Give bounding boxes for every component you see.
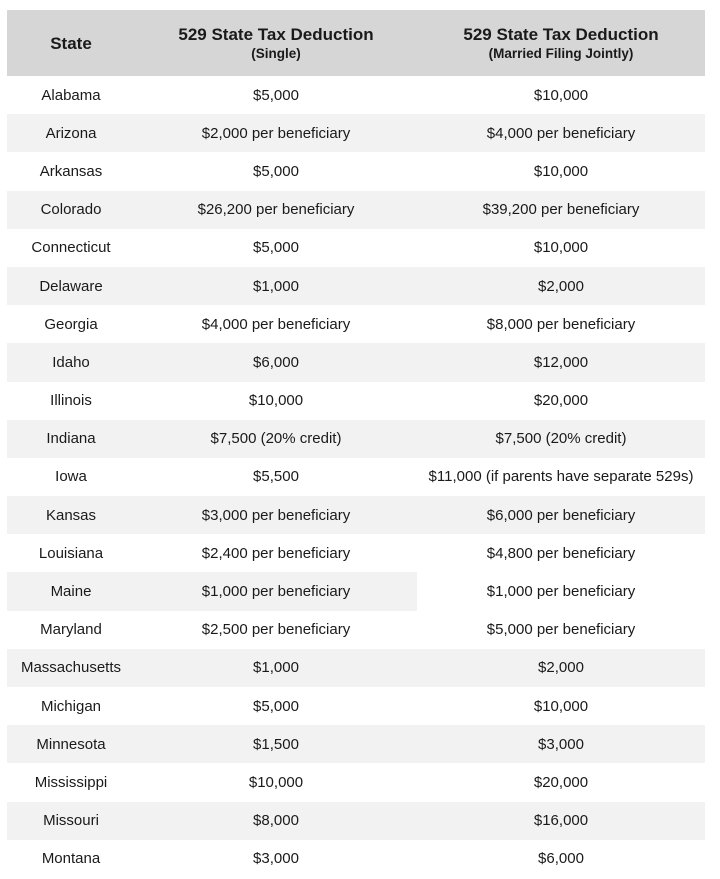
state-cell: Illinois xyxy=(50,392,92,410)
married-cell: $4,000 per beneficiary xyxy=(417,114,705,152)
single-cell: $10,000 xyxy=(248,392,304,410)
state-cell: Missouri xyxy=(7,802,135,840)
single-cell: $26,200 per beneficiary xyxy=(135,191,417,229)
state-cell: Kansas xyxy=(7,496,135,534)
married-cell: $11,000 (if parents have separate 529s) xyxy=(428,468,694,486)
single-cell: $4,000 per beneficiary xyxy=(201,315,351,333)
table-row xyxy=(7,687,705,725)
single-cell: $1,500 xyxy=(135,725,417,763)
married-cell: $3,000 xyxy=(417,725,705,763)
single-cell: $10,000 xyxy=(248,773,304,791)
header-state-label: State xyxy=(50,33,92,53)
table-row xyxy=(7,496,705,534)
married-cell: $1,000 per beneficiary xyxy=(486,583,636,601)
married-cell: $39,200 per beneficiary xyxy=(417,191,705,229)
single-cell: $5,000 xyxy=(253,697,299,715)
married-cell: $6,000 xyxy=(538,850,584,868)
married-cell: $10,000 xyxy=(533,86,589,104)
married-cell: $6,000 per beneficiary xyxy=(417,496,705,534)
married-cell: $8,000 per beneficiary xyxy=(486,315,636,333)
married-cell: $10,000 xyxy=(533,697,589,715)
header-married-sub: (Married Filing Jointly) xyxy=(488,45,634,61)
single-cell: $1,000 xyxy=(135,649,417,687)
state-cell: Iowa xyxy=(55,468,87,486)
table-row xyxy=(7,420,705,458)
table-row xyxy=(7,572,705,610)
state-cell: Arizona xyxy=(7,114,135,152)
married-cell: $2,000 xyxy=(417,267,705,305)
state-cell: Maryland xyxy=(40,621,102,639)
married-cell: $5,000 per beneficiary xyxy=(486,621,636,639)
table-row xyxy=(7,76,705,114)
table-row xyxy=(7,267,705,305)
table-row xyxy=(7,458,705,496)
state-cell: Alabama xyxy=(41,86,101,104)
married-cell: $7,500 (20% credit) xyxy=(417,420,705,458)
married-cell: $16,000 xyxy=(417,802,705,840)
state-cell: Connecticut xyxy=(31,239,111,257)
single-cell: $5,500 xyxy=(253,468,299,486)
single-cell: $8,000 xyxy=(135,802,417,840)
single-cell: $3,000 xyxy=(253,850,299,868)
state-cell: Montana xyxy=(41,850,101,868)
state-cell: Georgia xyxy=(44,315,98,333)
state-cell: Maine xyxy=(7,572,135,610)
single-cell: $5,000 xyxy=(253,162,299,180)
married-cell: $2,000 xyxy=(417,649,705,687)
table-header xyxy=(7,10,705,76)
married-cell: $10,000 xyxy=(533,239,589,257)
table-row xyxy=(7,229,705,267)
table-row xyxy=(7,763,705,801)
single-cell: $5,000 xyxy=(253,239,299,257)
single-cell: $1,000 per beneficiary xyxy=(135,572,417,610)
single-cell: $7,500 (20% credit) xyxy=(135,420,417,458)
table-row xyxy=(7,114,705,152)
state-cell: Indiana xyxy=(7,420,135,458)
single-cell: $2,000 per beneficiary xyxy=(135,114,417,152)
state-cell: Mississippi xyxy=(34,773,108,791)
state-cell: Delaware xyxy=(7,267,135,305)
state-cell: Louisiana xyxy=(38,544,104,562)
single-cell: $6,000 xyxy=(135,343,417,381)
state-cell: Colorado xyxy=(7,191,135,229)
single-cell: $1,000 xyxy=(135,267,417,305)
table-row xyxy=(7,802,705,840)
state-cell: Massachusetts xyxy=(7,649,135,687)
single-cell: $3,000 per beneficiary xyxy=(135,496,417,534)
header-single-sub: (Single) xyxy=(251,45,301,61)
single-cell: $2,400 per beneficiary xyxy=(201,544,351,562)
table-row xyxy=(7,343,705,381)
married-cell: $20,000 xyxy=(533,392,589,410)
header-married-title: 529 State Tax Deduction xyxy=(463,24,659,44)
tax-deduction-table xyxy=(7,10,705,878)
state-cell: Michigan xyxy=(40,697,102,715)
table-row xyxy=(7,649,705,687)
table-row xyxy=(7,191,705,229)
state-cell: Arkansas xyxy=(39,162,103,180)
state-cell: Minnesota xyxy=(7,725,135,763)
header-married xyxy=(417,24,705,63)
table-row xyxy=(7,840,705,878)
married-cell: $20,000 xyxy=(533,773,589,791)
married-cell: $4,800 per beneficiary xyxy=(486,544,636,562)
single-cell: $5,000 xyxy=(253,86,299,104)
header-single-title: 529 State Tax Deduction xyxy=(178,24,374,44)
table-row xyxy=(7,534,705,572)
table-row xyxy=(7,305,705,343)
table-row xyxy=(7,725,705,763)
table-body xyxy=(7,76,705,878)
table-row xyxy=(7,152,705,190)
header-single xyxy=(135,24,417,63)
married-cell: $12,000 xyxy=(417,343,705,381)
table-row xyxy=(7,611,705,649)
table-row xyxy=(7,382,705,420)
header-state xyxy=(7,33,135,54)
state-cell: Idaho xyxy=(7,343,135,381)
married-cell: $10,000 xyxy=(533,162,589,180)
single-cell: $2,500 per beneficiary xyxy=(201,621,351,639)
